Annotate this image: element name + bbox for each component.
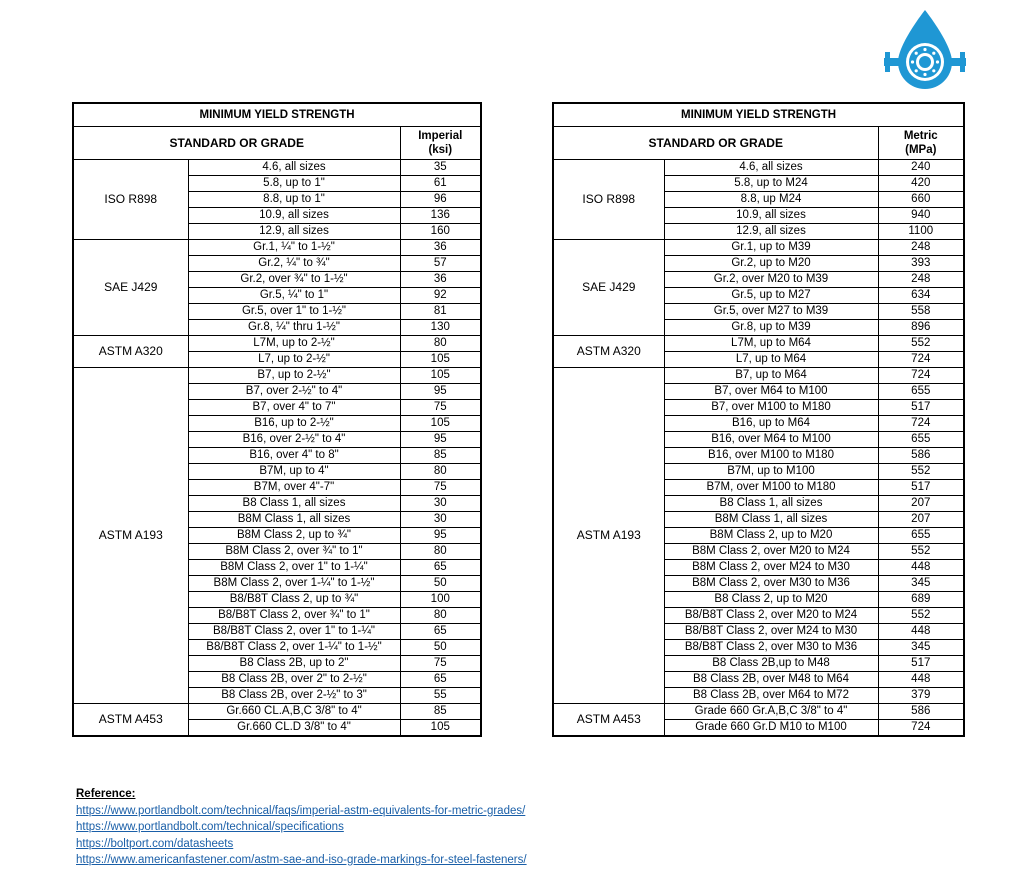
value-cell: 65 <box>400 672 481 688</box>
grade-cell: 4.6, all sizes <box>664 160 878 176</box>
table-row <box>73 704 481 720</box>
grade-cell: Gr.8, ¼" thru 1-½" <box>188 320 400 336</box>
standard-cell: ASTM A320 <box>553 336 664 368</box>
references-section <box>76 786 527 869</box>
value-cell: 75 <box>400 656 481 672</box>
value-cell: 81 <box>400 304 481 320</box>
value-cell: 30 <box>400 512 481 528</box>
value-cell: 448 <box>878 672 964 688</box>
grade-cell: Gr.5, ¼" to 1" <box>188 288 400 304</box>
value-cell: 552 <box>878 464 964 480</box>
grade-cell: B7M, up to M100 <box>664 464 878 480</box>
grade-cell: B16, up to M64 <box>664 416 878 432</box>
value-cell: 420 <box>878 176 964 192</box>
value-cell: 724 <box>878 368 964 384</box>
grade-cell: B8 Class 2B, over 2" to 2-½" <box>188 672 400 688</box>
value-cell: 30 <box>400 496 481 512</box>
grade-cell: B8 Class 2B, over 2-½" to 3" <box>188 688 400 704</box>
value-cell: 100 <box>400 592 481 608</box>
grade-cell: 5.8, up to 1" <box>188 176 400 192</box>
value-cell: 240 <box>878 160 964 176</box>
value-cell: 105 <box>400 720 481 737</box>
grade-cell: 12.9, all sizes <box>664 224 878 240</box>
value-cell: 724 <box>878 720 964 737</box>
value-cell: 655 <box>878 384 964 400</box>
value-cell: 655 <box>878 432 964 448</box>
value-cell: 61 <box>400 176 481 192</box>
grade-cell: B8M Class 1, all sizes <box>664 512 878 528</box>
grade-cell: B16, over 4" to 8" <box>188 448 400 464</box>
standard-cell: ASTM A193 <box>73 368 188 704</box>
table-row <box>553 336 964 352</box>
value-cell: 634 <box>878 288 964 304</box>
grade-cell: Gr.5, over 1" to 1-½" <box>188 304 400 320</box>
value-cell: 724 <box>878 416 964 432</box>
water-drop-pipe-flange-logo <box>884 8 966 90</box>
standard-cell: SAE J429 <box>553 240 664 336</box>
grade-cell: B7, over 4" to 7" <box>188 400 400 416</box>
metric-yield-strength-table <box>552 102 965 737</box>
value-cell: 448 <box>878 560 964 576</box>
table-row <box>73 368 481 384</box>
value-cell: 75 <box>400 400 481 416</box>
standard-cell: ASTM A193 <box>553 368 664 704</box>
grade-cell: 10.9, all sizes <box>664 208 878 224</box>
grade-cell: Gr.5, over M27 to M39 <box>664 304 878 320</box>
value-cell: 85 <box>400 448 481 464</box>
grade-cell: B8M Class 1, all sizes <box>188 512 400 528</box>
value-cell: 95 <box>400 384 481 400</box>
value-cell: 248 <box>878 240 964 256</box>
grade-cell: B7M, over M100 to M180 <box>664 480 878 496</box>
value-cell: 105 <box>400 352 481 368</box>
reference-link[interactable]: https://www.americanfastener.com/astm-sae-and-iso-grade-markings-for-steel-fasteners/ <box>76 854 527 866</box>
value-cell: 248 <box>878 272 964 288</box>
references-title: Reference: <box>76 788 136 800</box>
grade-cell: Gr.8, up to M39 <box>664 320 878 336</box>
grade-cell: B8/B8T Class 2, over M20 to M24 <box>664 608 878 624</box>
grade-cell: Gr.660 CL.A,B,C 3/8" to 4" <box>188 704 400 720</box>
grade-cell: B8 Class 2B, up to 2" <box>188 656 400 672</box>
grade-cell: B8M Class 2, over 1-¼" to 1-½" <box>188 576 400 592</box>
standard-cell: SAE J429 <box>73 240 188 336</box>
value-cell: 96 <box>400 192 481 208</box>
grade-cell: B7M, over 4"-7" <box>188 480 400 496</box>
reference-link[interactable]: https://www.portlandbolt.com/technical/specifications <box>76 821 344 833</box>
value-cell: 75 <box>400 480 481 496</box>
grade-cell: L7, up to 2-½" <box>188 352 400 368</box>
metric-unit-header: Metric (MPa) <box>878 127 964 160</box>
value-cell: 517 <box>878 400 964 416</box>
table-row <box>553 240 964 256</box>
grade-cell: B7, over M64 to M100 <box>664 384 878 400</box>
value-cell: 57 <box>400 256 481 272</box>
grade-cell: B16, over M100 to M180 <box>664 448 878 464</box>
value-cell: 80 <box>400 608 481 624</box>
value-cell: 558 <box>878 304 964 320</box>
grade-cell: Gr.2, up to M20 <box>664 256 878 272</box>
grade-cell: B8M Class 2, over 1" to 1-¼" <box>188 560 400 576</box>
grade-cell: Gr.660 CL.D 3/8" to 4" <box>188 720 400 737</box>
grade-cell: B8/B8T Class 2, up to ¾" <box>188 592 400 608</box>
value-cell: 36 <box>400 240 481 256</box>
grade-cell: Gr.5, up to M27 <box>664 288 878 304</box>
value-cell: 552 <box>878 336 964 352</box>
grade-cell: B8/B8T Class 2, over 1" to 1-¼" <box>188 624 400 640</box>
table-row <box>73 240 481 256</box>
grade-cell: Gr.2, over M20 to M39 <box>664 272 878 288</box>
reference-link[interactable]: https://boltport.com/datasheets <box>76 837 234 850</box>
grade-cell: B8/B8T Class 2, over M24 to M30 <box>664 624 878 640</box>
value-cell: 55 <box>400 688 481 704</box>
grade-cell: B7, up to M64 <box>664 368 878 384</box>
value-cell: 130 <box>400 320 481 336</box>
grade-cell: L7M, up to M64 <box>664 336 878 352</box>
grade-cell: B8M Class 2, up to M20 <box>664 528 878 544</box>
grade-cell: B8 Class 2B, over M64 to M72 <box>664 688 878 704</box>
value-cell: 35 <box>400 160 481 176</box>
grade-cell: L7, up to M64 <box>664 352 878 368</box>
table-row <box>73 336 481 352</box>
value-cell: 940 <box>878 208 964 224</box>
standard-cell: ISO R898 <box>73 160 188 240</box>
grade-cell: 10.9, all sizes <box>188 208 400 224</box>
grade-cell: 12.9, all sizes <box>188 224 400 240</box>
value-cell: 95 <box>400 432 481 448</box>
imperial-yield-strength-table <box>72 102 482 737</box>
value-cell: 92 <box>400 288 481 304</box>
value-cell: 207 <box>878 512 964 528</box>
grade-cell: B8 Class 1, all sizes <box>188 496 400 512</box>
table-title: MINIMUM YIELD STRENGTH <box>73 103 481 127</box>
value-cell: 689 <box>878 592 964 608</box>
value-cell: 50 <box>400 576 481 592</box>
grade-cell: B8M Class 2, over M24 to M30 <box>664 560 878 576</box>
grade-cell: 4.6, all sizes <box>188 160 400 176</box>
value-cell: 65 <box>400 624 481 640</box>
table-row <box>553 160 964 176</box>
grade-cell: Grade 660 Gr.A,B,C 3/8" to 4" <box>664 704 878 720</box>
grade-cell: Grade 660 Gr.D M10 to M100 <box>664 720 878 737</box>
grade-cell: Gr.1, ¼" to 1-½" <box>188 240 400 256</box>
value-cell: 95 <box>400 528 481 544</box>
standard-cell: ASTM A453 <box>553 704 664 737</box>
standard-column-header: STANDARD OR GRADE <box>73 127 400 160</box>
grade-cell: B8 Class 1, all sizes <box>664 496 878 512</box>
grade-cell: Gr.2, ¼" to ¾" <box>188 256 400 272</box>
value-cell: 345 <box>878 640 964 656</box>
grade-cell: B8 Class 2B,up to M48 <box>664 656 878 672</box>
grade-cell: 8.8, up to 1" <box>188 192 400 208</box>
standard-cell: ISO R898 <box>553 160 664 240</box>
grade-cell: B8M Class 2, over M30 to M36 <box>664 576 878 592</box>
value-cell: 345 <box>878 576 964 592</box>
value-cell: 1100 <box>878 224 964 240</box>
grade-cell: B7, over M100 to M180 <box>664 400 878 416</box>
value-cell: 136 <box>400 208 481 224</box>
grade-cell: B7, over 2-½" to 4" <box>188 384 400 400</box>
grade-cell: B16, over M64 to M100 <box>664 432 878 448</box>
table-row <box>553 704 964 720</box>
value-cell: 586 <box>878 448 964 464</box>
value-cell: 105 <box>400 416 481 432</box>
value-cell: 50 <box>400 640 481 656</box>
value-cell: 724 <box>878 352 964 368</box>
grade-cell: B8M Class 2, over M20 to M24 <box>664 544 878 560</box>
grade-cell: B7M, up to 4" <box>188 464 400 480</box>
grade-cell: 8.8, up M24 <box>664 192 878 208</box>
grade-cell: B16, up to 2-½" <box>188 416 400 432</box>
grade-cell: 5.8, up to M24 <box>664 176 878 192</box>
grade-cell: B7, up to 2-½" <box>188 368 400 384</box>
value-cell: 160 <box>400 224 481 240</box>
value-cell: 517 <box>878 656 964 672</box>
value-cell: 586 <box>878 704 964 720</box>
grade-cell: Gr.2, over ¾" to 1-½" <box>188 272 400 288</box>
reference-link[interactable]: https://www.portlandbolt.com/technical/faqs/imperial-astm-equivalents-for-metric-grades/ <box>76 804 526 817</box>
imperial-unit-header: Imperial (ksi) <box>400 127 481 160</box>
value-cell: 105 <box>400 368 481 384</box>
value-cell: 65 <box>400 560 481 576</box>
standard-cell: ASTM A320 <box>73 336 188 368</box>
grade-cell: B8 Class 2B, over M48 to M64 <box>664 672 878 688</box>
grade-cell: Gr.1, up to M39 <box>664 240 878 256</box>
value-cell: 80 <box>400 544 481 560</box>
standard-column-header: STANDARD OR GRADE <box>553 127 878 160</box>
value-cell: 393 <box>878 256 964 272</box>
value-cell: 85 <box>400 704 481 720</box>
value-cell: 448 <box>878 624 964 640</box>
grade-cell: B8/B8T Class 2, over 1-¼" to 1-½" <box>188 640 400 656</box>
grade-cell: B8M Class 2, up to ¾" <box>188 528 400 544</box>
table-row <box>553 368 964 384</box>
value-cell: 379 <box>878 688 964 704</box>
grade-cell: B8 Class 2, up to M20 <box>664 592 878 608</box>
table-row <box>73 160 481 176</box>
value-cell: 517 <box>878 480 964 496</box>
standard-cell: ASTM A453 <box>73 704 188 737</box>
grade-cell: B8/B8T Class 2, over ¾" to 1" <box>188 608 400 624</box>
grade-cell: B16, over 2-½" to 4" <box>188 432 400 448</box>
value-cell: 655 <box>878 528 964 544</box>
value-cell: 207 <box>878 496 964 512</box>
grade-cell: B8/B8T Class 2, over M30 to M36 <box>664 640 878 656</box>
value-cell: 80 <box>400 464 481 480</box>
value-cell: 552 <box>878 608 964 624</box>
table-title: MINIMUM YIELD STRENGTH <box>553 103 964 127</box>
value-cell: 552 <box>878 544 964 560</box>
value-cell: 660 <box>878 192 964 208</box>
value-cell: 36 <box>400 272 481 288</box>
grade-cell: B8M Class 2, over ¾" to 1" <box>188 544 400 560</box>
value-cell: 896 <box>878 320 964 336</box>
value-cell: 80 <box>400 336 481 352</box>
grade-cell: L7M, up to 2-½" <box>188 336 400 352</box>
